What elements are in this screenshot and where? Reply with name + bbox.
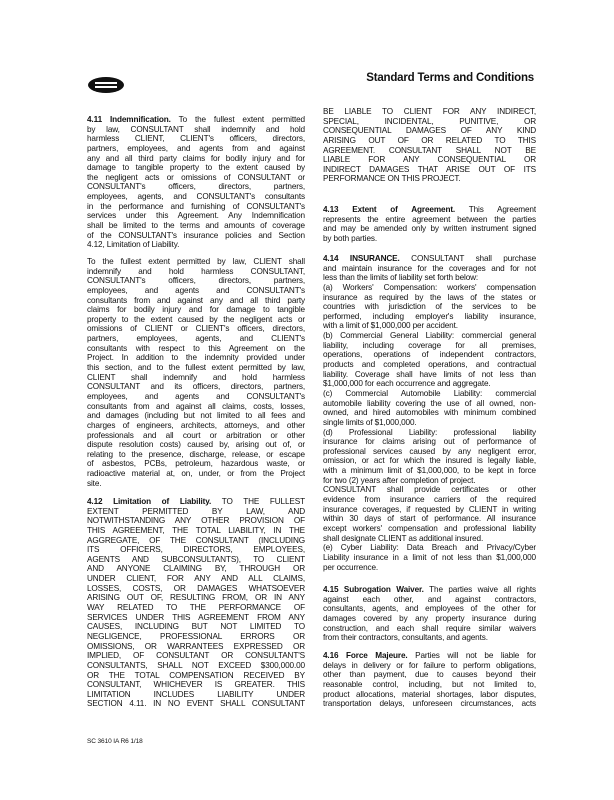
text-line: employees, and agents and CONSULTANT's [87,391,305,401]
text-line: professionals and all court or arbitration or other [87,430,305,440]
text-line: CLIENT shall indemnify and hold harmless [87,372,305,382]
text-line: 4.12, Limitation of Liability. [87,240,180,250]
text-line: CAUSES, INCLUDING BUT NOT LIMITED TO [87,622,305,632]
text-line: from their contractors, consultants, and agents. [323,633,488,643]
text-line: (a) Workers' Compensation: workers' compensation [323,282,536,292]
text-line: owned, and hired automobiles with minimum combined [323,408,536,418]
text-line: insurance coverages, if requested by CLIENT in writing [323,504,536,514]
text-line: other than payment, due to causes beyond their [323,670,536,680]
text-line: by both parties. [323,233,378,243]
text-line [323,205,536,215]
text-line: with a limit of $1,000,000 per accident. [323,321,458,331]
page-title: Standard Terms and Conditions [366,72,534,84]
text-line: consultants, agents, and employees of the other for [323,604,536,614]
text-line: CONSEQUENTIAL DAMAGES OF ANY KIND [323,126,536,136]
text-line: shall designate CLIENT as additional insured. [323,533,484,543]
text-line: AGENTS AND SUBCONSULTANTS), TO CLIENT [87,554,305,564]
text-line: of asbestos, PCBs, petroleum, hazardous waste, or [87,459,305,469]
section-4-15-subrogation-waiver [323,585,536,643]
section-4-13-extent-of-agreement [323,205,536,244]
text-line: services under this Agreement. Any Indemnification [87,211,305,221]
text-line: employees, agents, and CONSULTANT's consultants [87,192,305,202]
text-line: of the CONSULTANT's insurance policies and Section [87,230,305,240]
text-line: performed, including employer's liability insurance, [323,311,536,321]
text-line: and maintain insurance for the coverages and for not [323,263,536,273]
text-line: omissions of CLIENT or CLIENT's officers, directors, [87,324,305,334]
section-4-11-indemnification [87,115,305,250]
text-line: CONSULTANTS, SHALL NOT EXCEED $300,000.00 [87,660,305,670]
section-4-14-insurance [323,254,536,572]
text-line: consultants from and against any and all third party [87,295,305,305]
text-line [323,651,536,661]
text-line: AND ANYONE CLAIMING BY, THROUGH OR [87,564,305,574]
text-line: IMPLIED, OF CONSULTANT OR CONSULTANT'S [87,651,305,661]
text-line: property to the extent caused by the negligent acts or [87,314,305,324]
text-line [87,115,305,125]
section-client-indemnification [87,257,305,488]
text-line: THIS AGREEMENT, THE TOTAL LIABILITY, IN THE [87,525,305,535]
text-line: ARISING OUT OF, RESULTING FROM, OR IN ANY [87,593,305,603]
section-heading: 4.13 Extent of Agreement. [323,205,456,214]
text-line: WAY RELATED TO THE PERFORMANCE OF [87,603,305,613]
text-line: reasonable control, including, but not limited to, [323,679,536,689]
text-line: INDIRECT DAMAGES THAT ARISE OUT OF ITS [323,164,536,174]
text-line: represents the entire agreement between the parties [323,214,536,224]
text-line: single limits of $1,000,000. [323,417,417,427]
text-line: CONSULTANT and its officers, directors, partners, [87,382,305,392]
text-line: within 30 days of start of performance. All insurance [323,514,536,524]
text-line: damage to tangible property to the extent caused by [87,163,305,173]
text-line: BE LIABLE TO CLIENT FOR ANY INDIRECT, [323,107,536,116]
text-line: construction, and each shall require similar waivers [323,623,536,633]
text-line: relating to the presence, discharge, release, or escape [87,449,305,459]
text-line: insurance for claims arising out of performance of [323,437,536,447]
text-line: ITS OFFICERS, DIRECTORS, EMPLOYEES, [87,545,305,555]
section-4-16-force-majeure [323,651,536,709]
text-line: ARISING OUT OF OR RELATED TO THIS [323,135,536,145]
text-line: LIABLE FOR ANY CONSEQUENTIAL OR [323,155,536,165]
text-line: radioactive material at, on, under, or from the Project [87,469,305,479]
text-line: CONSULTANT's officers, directors, partners, [87,182,305,192]
text-line: Project. In addition to the indemnity provided under [87,353,305,363]
text-line: indemnify and hold harmless CONSULTANT, [87,266,305,276]
section-heading: 4.14 INSURANCE. [323,254,400,263]
text-line: PERFORMANCE ON THIS PROJECT. [323,174,461,184]
text-line: in the performance and furnishing of CONSULTANT's [87,201,305,211]
text-line: partners, employees, and agents from and against [87,143,305,153]
text-line: claims for bodily injury and for damage to tangible [87,305,305,315]
form-code-footer: SC 3610 IA R6 1/18 [87,738,143,745]
text-line: operations, operations of independent contractors, [323,350,536,360]
text-line: insurance as required by the laws of the states or [323,292,536,302]
text-line: Liability insurance in a limit of not less than $1,000,000 [323,552,536,562]
text-line: NOTWITHSTANDING ANY OTHER PROVISION OF [87,516,305,526]
text-line: less than the limits of liability set forth below: [323,273,479,283]
section-text: To the fullest extent permitted [178,115,305,124]
text-line: for two (2) years after completion of project. [323,475,476,485]
text-line [87,497,305,507]
text-line: products and completed operations, and contractual [323,360,536,370]
text-line: AGREEMENT. CONSULTANT SHALL NOT BE [323,145,536,155]
text-line: transportation delays, unforeseen circumstances, acts [323,699,536,709]
text-line: (b) Commercial General Liability: commercial general [323,331,536,341]
section-4-12-limitation-of-liability [87,497,305,709]
text-line: charges of engineers, architects, attorneys, and other [87,420,305,430]
text-line: and may be amended only by written instrument signed [323,224,536,234]
text-line: liability. Coverage shall have limits of not less than [323,369,536,379]
text-line: consultants with respect to this Agreement on the [87,343,305,353]
text-line: product allocations, material shortages, labor disputes, [323,689,536,699]
text-line: shall be limited to the terms and amounts of coverage [87,221,305,231]
section-heading: 4.15 Subrogation Waiver. [323,585,424,594]
text-line: (e) Cyber Liability: Data Breach and Privacy/Cyber [323,543,536,553]
text-line: site. [87,478,102,488]
text-line: the negligent acts or omissions of CONSULTANT or [87,172,305,182]
text-line: automobile liability covering the use of all owned, non- [323,398,536,408]
section-text: Parties will not be liable for [415,651,536,660]
text-line: LOSSES, COSTS, OR DAMAGES WHATSOEVER [87,583,305,593]
text-line: partners, employees, agents, and CLIENT's [87,334,305,344]
text-line [323,585,536,595]
section-text: This Agreement [468,205,536,214]
text-line: SERVICES UNDER THIS AGREEMENT FROM ANY [87,612,305,622]
text-line: any and all third party claims for bodily injury and for [87,153,305,163]
text-line: per occurrence. [323,562,379,572]
company-logo [88,77,124,93]
text-line: damages covered by any property insurance during [323,613,536,623]
text-line: To the fullest extent permitted by law, CLIENT shall [87,257,305,266]
text-line: SECTION 4.11. IN NO EVENT SHALL CONSULTANT [87,699,305,709]
text-line: by law, CONSULTANT shall indemnify and hold [87,124,305,134]
text-line: countries with jurisdiction of the services to be [323,302,536,312]
text-line: SPECIAL, INCIDENTAL, PUNITIVE, OR [323,116,536,126]
text-line: OMISSIONS, OR WARRANTEES EXPRESSED OR [87,641,305,651]
section-4-12-continued [323,107,536,184]
section-text: TO THE FULLEST [221,497,305,506]
section-text: The parties waive all rights [429,585,536,594]
text-line: EXTENT PERMITTED BY LAW, AND [87,506,305,516]
text-line: evidence from insurance carriers of the required [323,495,536,505]
text-line: professional services caused by any negligent error, [323,446,536,456]
text-line: employees, and agents and CONSULTANT's [87,285,305,295]
section-heading: 4.12 Limitation of Liability. [87,497,212,506]
text-line: CONSULTANT shall provide certificates or other [323,485,536,495]
text-line: NEGLIGENCE, PROFESSIONAL ERRORS OR [87,631,305,641]
text-line: consultants from and against all claims, costs, losses, [87,401,305,411]
text-line: (c) Commercial Automobile Liability: commercial [323,388,536,398]
text-line: UNDER CLIENT, FOR ANY AND ALL CLAIMS, [87,574,305,584]
text-line: harmless CLIENT, CLIENT's officers, directors, [87,134,305,144]
text-line [323,254,536,264]
text-line: omission, or act for which the insured is legally liable, [323,456,536,466]
text-line: with a minimum limit of $1,000,000, to be kept in force [323,466,536,476]
text-line: (d) Professional Liability: professional liability [323,427,536,437]
text-line: liability, including coverage for all premises, [323,340,536,350]
section-text: CONSULTANT shall purchase [411,254,536,263]
text-line: against each other, and against contractors, [323,594,536,604]
section-heading: 4.11 Indemnification. [87,115,171,124]
text-line: CONSULTANT, WHICHEVER IS GREATER. THIS [87,680,305,690]
text-line: $1,000,000 for each occurrence and aggregate. [323,379,491,389]
text-line: this section, and to the fullest extent permitted by law, [87,363,305,373]
text-line: and damages (including but not limited to all fees and [87,411,305,421]
section-heading: 4.16 Force Majeure. [323,651,408,660]
text-line: OR THE TOTAL COMPENSATION RECEIVED BY [87,670,305,680]
text-line: delays in delivery or for failure to perform obligations, [323,660,536,670]
text-line: LIMITATION INCLUDES LIABILITY UNDER [87,689,305,699]
text-line: AGGREGATE, OF THE CONSULTANT (INCLUDING [87,535,305,545]
text-line: except workers' compensation and professional liability [323,523,536,533]
text-line: CONSULTANT's officers, directors, partners, [87,276,305,286]
text-line: dispute resolution costs) caused by, arising out of, or [87,440,305,450]
